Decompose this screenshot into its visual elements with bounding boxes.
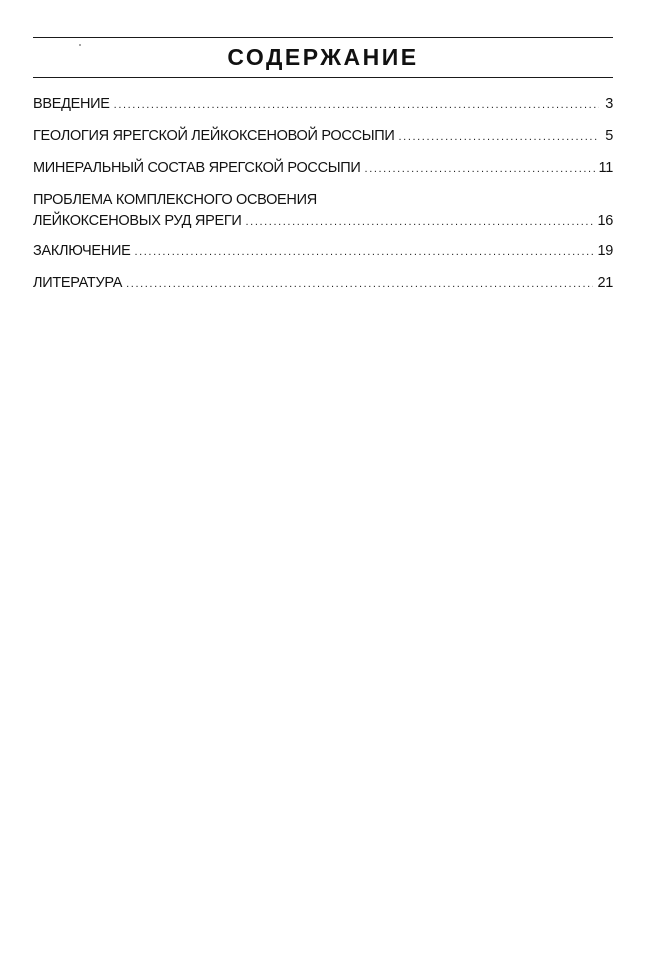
toc-entry-title: ЛИТЕРАТУРА: [33, 275, 123, 291]
toc-entry-title: МИНЕРАЛЬНЫЙ СОСТАВ ЯРЕГСКОЙ РОССЫПИ: [33, 160, 361, 176]
toc-entry-page: 19: [597, 243, 613, 259]
page-title: СОДЕРЖАНИЕ: [227, 44, 419, 70]
toc-entry-title: ВВЕДЕНИЕ: [33, 96, 110, 112]
toc-entry-page: 21: [597, 275, 613, 291]
toc-entry-mineral-composition[interactable]: [33, 158, 613, 180]
toc-entry-page: 16: [597, 213, 613, 229]
title-underline-rule: [33, 77, 613, 78]
toc-entry-page: 11: [598, 160, 613, 176]
dot-leader: [114, 95, 599, 116]
dot-leader: [134, 242, 593, 263]
toc-entry-page: 5: [605, 128, 613, 144]
toc-entry-introduction[interactable]: [33, 94, 613, 116]
dot-leader: [399, 127, 599, 148]
toc-entry-geology[interactable]: [33, 126, 613, 148]
toc-entry-title: ГЕОЛОГИЯ ЯРЕГСКОЙ ЛЕЙКОКСЕНОВОЙ РОССЫПИ: [33, 128, 395, 144]
toc-entry-title-line1: ПРОБЛЕМА КОМПЛЕКСНОГО ОСВОЕНИЯ: [33, 192, 317, 208]
toc-entry-title: ЛЕЙКОКСЕНОВЫХ РУД ЯРЕГИ: [33, 213, 242, 229]
toc-entry-title: ЗАКЛЮЧЕНИЕ: [33, 243, 131, 259]
toc-entry-conclusion[interactable]: [33, 241, 613, 263]
top-rule: [33, 37, 613, 38]
table-of-contents: [33, 94, 613, 295]
toc-entry-development-problem[interactable]: [33, 190, 613, 233]
dot-leader: [126, 274, 593, 295]
toc-entry-page: 3: [605, 96, 613, 112]
dot-leader: [246, 212, 594, 233]
dot-leader: [365, 159, 595, 180]
toc-entry-references[interactable]: [33, 273, 613, 295]
